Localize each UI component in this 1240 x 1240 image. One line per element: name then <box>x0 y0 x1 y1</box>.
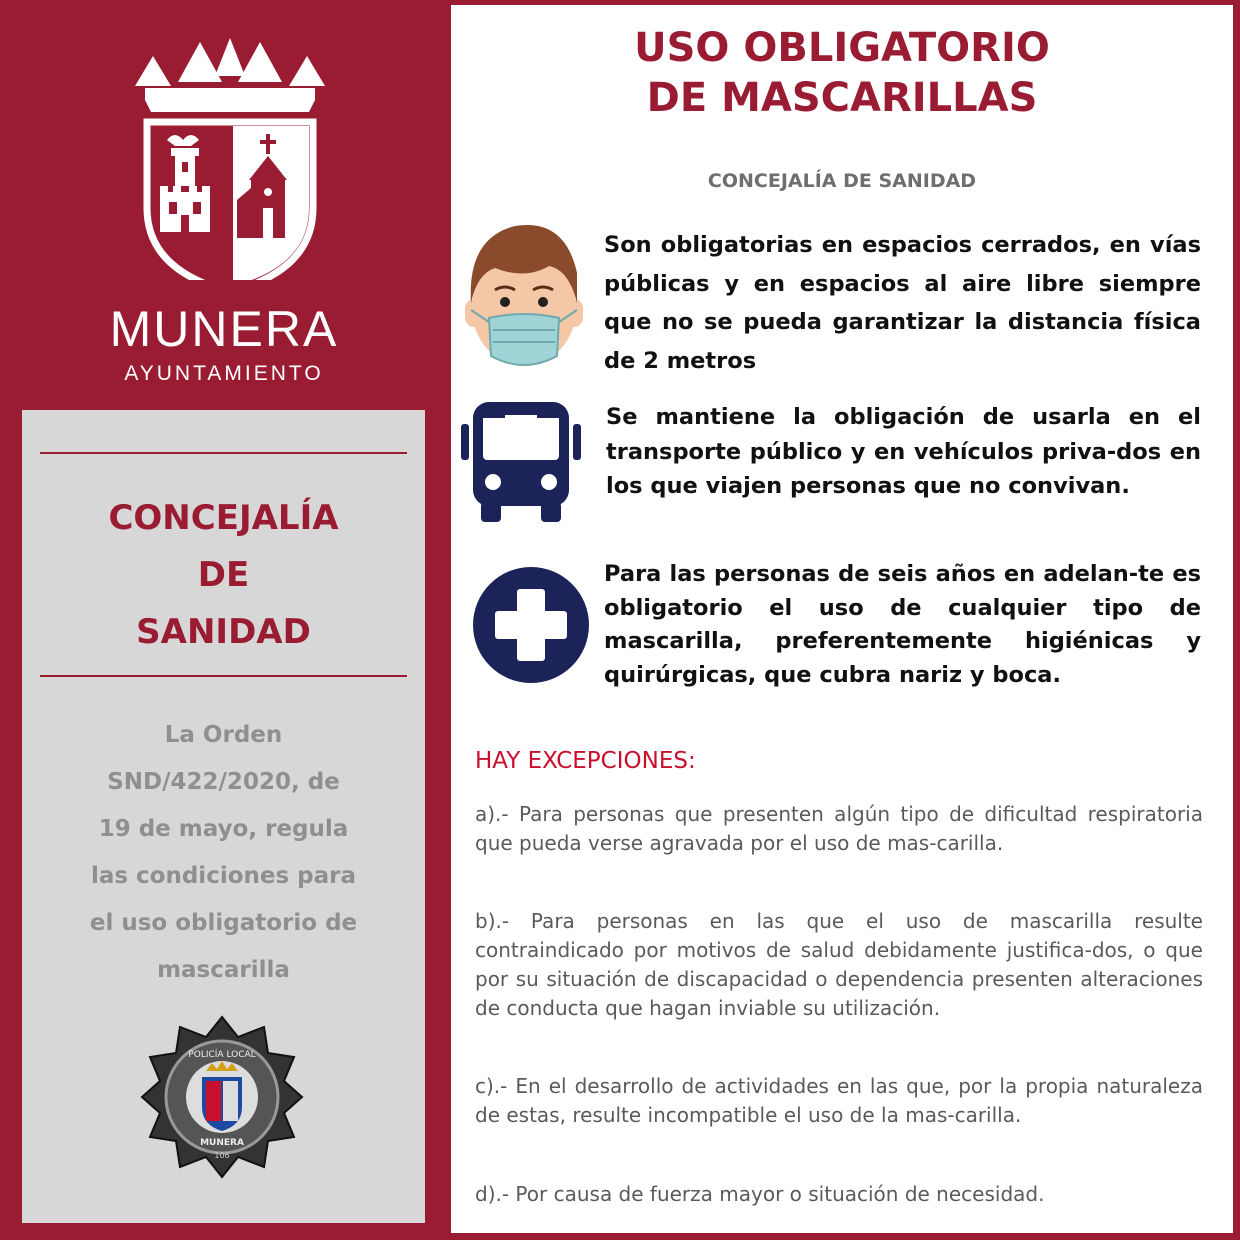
panel-divider-top <box>40 452 407 454</box>
order-line: La Orden <box>164 722 283 748</box>
info-panel <box>22 410 425 1223</box>
exception-item: b).- Para personas en las que el uso de mascarilla resulte contraindicado por motivos de salud debidamente justifica-dos, o que por su situación de discapacidad o dependencia presenten alteraciones de conducta que hagan inviable su utilización. <box>475 909 1203 1020</box>
left-sidebar <box>0 0 448 1240</box>
main-content <box>451 5 1233 1233</box>
department-heading <box>22 490 425 661</box>
municipality-subtitle: AYUNTAMIENTO <box>124 362 324 385</box>
bus-icon <box>461 402 581 524</box>
order-line: SND/422/2020, de <box>107 769 340 795</box>
masked-face-icon <box>465 218 583 378</box>
police-badge-icon <box>140 1015 304 1179</box>
page-subtitle: CONCEJALÍA DE SANIDAD <box>707 170 977 192</box>
exceptions-title: HAY EXCEPCIONES: <box>475 748 696 774</box>
order-line: las condiciones para <box>90 863 357 889</box>
order-line: el uso obligatorio de <box>89 910 358 936</box>
department-line: DE <box>197 555 250 595</box>
order-line: 19 de mayo, regula <box>98 816 349 842</box>
municipality-name: MUNERA <box>109 301 339 357</box>
title-line: USO OBLIGATORIO <box>634 25 1050 71</box>
badge-code-text: 106 <box>214 1151 230 1160</box>
exception-item: c).- En el desarrollo de actividades en las que, por la propia naturaleza de estas, resulte incompatible el uso de la mas-carilla. <box>475 1074 1203 1127</box>
panel-divider-bottom <box>40 675 407 677</box>
order-line: mascarilla <box>157 957 290 983</box>
medical-cross-icon <box>471 565 591 685</box>
municipal-coat-of-arms-icon <box>105 30 355 280</box>
title-line: DE MASCARILLAS <box>646 75 1038 121</box>
exception-item: d).- Por causa de fuerza mayor o situación de necesidad. <box>475 1182 1045 1206</box>
badge-top-text: POLICÍA LOCAL <box>188 1050 256 1060</box>
department-line: CONCEJALÍA <box>108 498 339 538</box>
page-title <box>451 23 1233 123</box>
badge-bottom-text: MUNERA <box>200 1138 244 1148</box>
department-line: SANIDAD <box>136 612 311 652</box>
rule-text: Se mantiene la obligación de usarla en el transporte público y en vehículos priva-dos en los que viajen personas que no convivan. <box>606 404 1201 499</box>
rule-text: Son obligatorias en espacios cerrados, en vías públicas y en espacios al aire libre siempre que no se pueda garantizar la distancia física de 2 metros <box>604 232 1201 374</box>
legal-order-note <box>22 712 425 994</box>
rule-text: Para las personas de seis años en adelan-te es obligatorio el uso de cualquier tipo de mascarilla, preferentemente higiénicas y quirúrgicas, que cubra nariz y boca. <box>604 561 1201 688</box>
exception-item: a).- Para personas que presenten algún tipo de dificultad respiratoria que pueda verse agravada por el uso de mas-carilla. <box>475 802 1203 855</box>
